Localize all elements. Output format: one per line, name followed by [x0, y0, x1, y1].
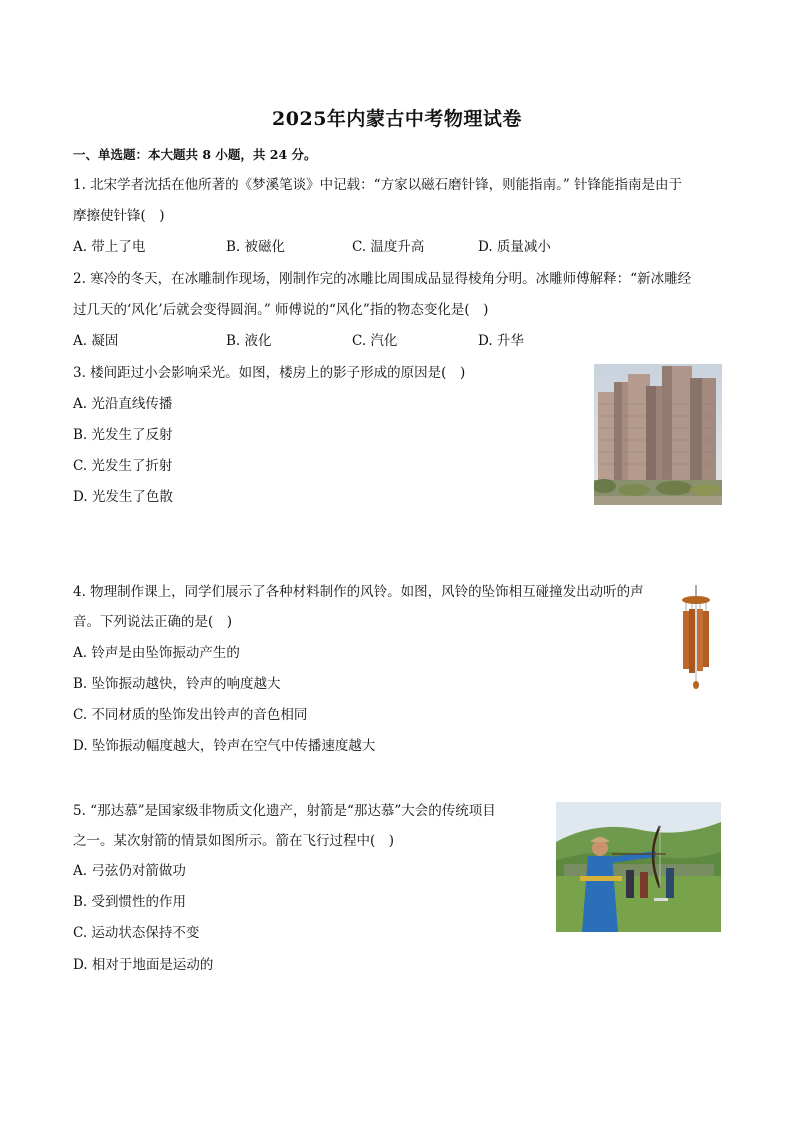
q2-stem-line1: 2. 寒冷的冬天，在冰雕制作现场，刚制作完的冰雕比周围成品显得棱角分明。冰雕师傅解释：“新冰雕经: [73, 271, 692, 287]
section-heading: 一、单选题：本大题共 8 小题，共 24 分。: [73, 147, 317, 162]
q2-option-b: B. 液化: [226, 333, 272, 349]
q1-stem-line2: 摩擦使针锋( ): [73, 208, 165, 224]
page-title: 2025年内蒙古中考物理试卷: [272, 108, 522, 130]
building-shadow-image: [594, 364, 722, 505]
q4-stem-line1: 4. 物理制作课上，同学们展示了各种材料制作的风铃。如图，风铃的坠饰相互碰撞发出动听的声: [73, 584, 644, 600]
archery-image: [556, 802, 721, 932]
q5-option-b: B. 受到惯性的作用: [73, 894, 187, 910]
q2-stem-line2: 过几天的‘风化’后就会变得圆润。” 师傅说的“风化”指的物态变化是( ): [73, 302, 489, 318]
wind-chime-illustration: [678, 585, 714, 700]
wind-chime-image: [678, 585, 714, 700]
q4-option-b: B. 坠饰振动越快，铃声的响度越大: [73, 676, 281, 692]
q4-option-d: D. 坠饰振动幅度越大，铃声在空气中传播速度越大: [73, 738, 376, 754]
q2-option-d: D. 升华: [478, 333, 524, 349]
q2-option-a: A. 凝固: [73, 333, 119, 349]
q5-stem-line1: 5. “那达慕”是国家级非物质文化遗产，射箭是“那达慕”大会的传统项目: [73, 803, 496, 819]
q3-option-c: C. 光发生了折射: [73, 458, 173, 474]
building-illustration: [594, 364, 722, 505]
q5-option-d: D. 相对于地面是运动的: [73, 957, 214, 973]
archery-illustration: [556, 802, 721, 932]
q4-option-c: C. 不同材质的坠饰发出铃声的音色相同: [73, 707, 308, 723]
q5-stem-line2: 之一。某次射箭的情景如图所示。箭在飞行过程中( ): [73, 833, 395, 849]
q5-option-a: A. 弓弦仍对箭做功: [73, 863, 186, 879]
q3-option-b: B. 光发生了反射: [73, 427, 173, 443]
q1-option-c: C. 温度升高: [352, 239, 425, 255]
q1-option-a: A. 带上了电: [73, 239, 146, 255]
q1-stem-line1: 1. 北宋学者沈括在他所著的《梦溪笔谈》中记载：“方家以磁石磨针锋，则能指南。” 针锋能指南是由于: [73, 177, 683, 193]
q3-option-d: D. 光发生了色散: [73, 489, 173, 505]
q4-stem-line2: 音。下列说法正确的是( ): [73, 614, 233, 630]
q3-option-a: A. 光沿直线传播: [73, 396, 173, 412]
q1-option-d: D. 质量减小: [478, 239, 551, 255]
q5-option-c: C. 运动状态保持不变: [73, 925, 200, 941]
q2-option-c: C. 汽化: [352, 333, 398, 349]
q1-option-b: B. 被磁化: [226, 239, 286, 255]
q4-option-a: A. 铃声是由坠饰振动产生的: [73, 645, 240, 661]
q3-stem-line1: 3. 楼间距过小会影响采光。如图，楼房上的影子形成的原因是( ): [73, 365, 466, 381]
